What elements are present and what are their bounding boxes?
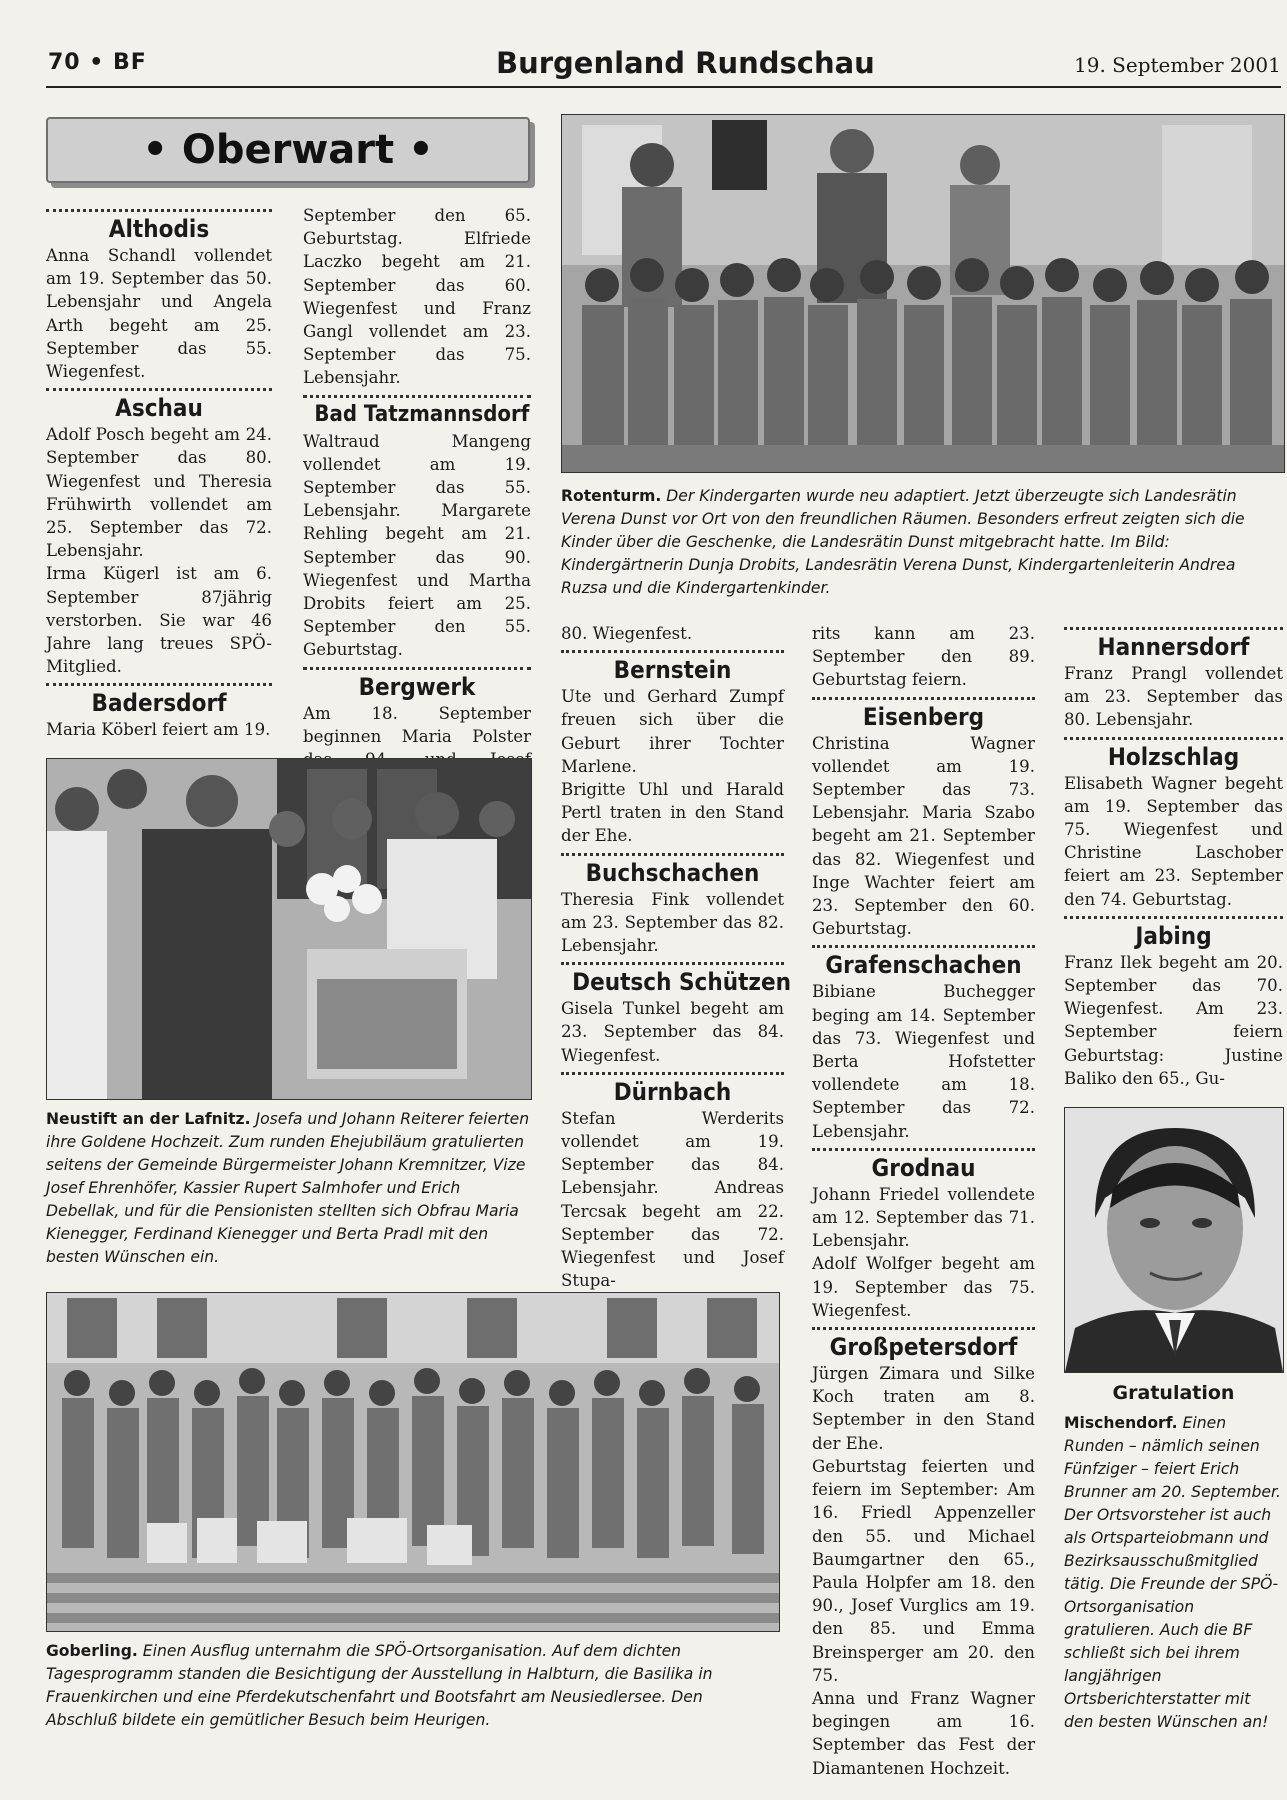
dotted-divider xyxy=(46,209,272,212)
text-grosspetersdorf-diamond: Anna und Franz Wagner begingen am 16. September das Fest der Diamantenen Hochzeit. xyxy=(812,1688,1035,1778)
column-1 xyxy=(46,204,272,742)
caption-mischendorf-place: Mischendorf. xyxy=(1064,1414,1178,1432)
heading-bernstein: Bernstein xyxy=(613,656,732,685)
dotted-divider xyxy=(561,650,784,653)
section-banner xyxy=(46,117,530,183)
heading-buchschachen: Buchschachen xyxy=(585,858,760,887)
caption-neustift-place: Neustift an der Lafnitz. xyxy=(46,1110,251,1128)
photo-neustift-golden-wedding xyxy=(46,758,532,1100)
dotted-divider xyxy=(561,1072,784,1075)
text-hannersdorf: Franz Prangl vollendet am 23. September das 80. Lebensjahr. xyxy=(1064,664,1283,730)
heading-deutsch-schuetzen: Deutsch Schützen xyxy=(572,968,792,997)
header-rule xyxy=(46,86,1281,88)
text-duernbach: Stefan Werderits vollendet am 19. September das 84. Lebensjahr. Andreas Tercsak begeht am 22. September das 72. Wiegenfest und Josef Stupa- xyxy=(561,1108,784,1291)
text-buchschachen: Theresia Fink vollendet am 23. September das 82. Lebensjahr. xyxy=(561,889,784,956)
heading-bergwerk: Bergwerk xyxy=(358,672,476,701)
text-aschau-obituary: Irma Kügerl ist am 6. September 87jährig verstorben. Sie war 46 Jahre lang treues SPÖ-Mitglied. xyxy=(46,564,272,677)
page-number: 70 • BF xyxy=(48,50,147,75)
dotted-divider xyxy=(812,697,1035,700)
photo-portrait-erich-brunner xyxy=(1064,1107,1284,1373)
heading-hannersdorf: Hannersdorf xyxy=(1097,633,1250,661)
text-badersdorf-cont: September den 65. Geburtstag. Elfriede Laczko begeht am 21. September das 60. Wiegenfest und Franz Gangl vollendet am 23. September das 75. Lebensjahr. xyxy=(303,206,531,388)
text-bergwerk-cont: 80. Wiegenfest. xyxy=(561,624,693,643)
text-grosspetersdorf-birthdays: Geburtstag feierten und feiern im September: Am 16. Friedl Appenzeller den 55. und Michael Baumgartner den 65., Paula Holpfer am 18. den 90., Josef Vurglics am 19. den 85. und Emma Breinsperger am 20. den 75. xyxy=(812,1456,1035,1685)
photo-goberling-trip xyxy=(46,1292,780,1632)
text-grodnau-2: Adolf Wolfger begeht am 19. September das 75. Wiegenfest. xyxy=(812,1254,1035,1320)
text-bernstein-birth: Ute und Gerhard Zumpf freuen sich über die Geburt ihrer Tochter Marlene. xyxy=(561,687,784,776)
column-2 xyxy=(303,204,531,794)
photo-portrait-image xyxy=(1065,1108,1283,1372)
text-bergwerk: Am 18. September beginnen Maria Polster xyxy=(303,703,531,746)
dotted-divider xyxy=(1064,627,1283,630)
heading-duernbach: Dürnbach xyxy=(613,1077,732,1106)
text-bad-tatzmannsdorf: Waltraud Mangeng vollendet am 19. September das 55. Lebensjahr. Margarete Rehling begeht am 21. September das 90. Wiegenfest und Martha Drobits feiert am 25. September den 55. Geburtstag. xyxy=(303,431,531,660)
text-grosspetersdorf-wedding: Jürgen Zimara und Silke Koch traten am 8. September in den Stand der Ehe. xyxy=(812,1364,1035,1453)
heading-grosspetersdorf: Großpetersdorf xyxy=(829,1333,1018,1362)
text-althodis: Anna Schandl vollendet am 19. September das 50. Lebensjahr und Angela Arth begeht am 25. September das 55. Wiegenfest. xyxy=(46,246,272,382)
heading-holzschlag: Holzschlag xyxy=(1107,742,1240,771)
caption-goberling xyxy=(46,1640,778,1732)
caption-rotenturm-text: Der Kindergarten wurde neu adaptiert. Jetzt überzeugte sich Landesrätin Verena Dunst vor Ort von den freundlichen Räumen. Besonders erfreut zeigten sich die Kinder über die Geschenke, die Landesrätin Dunst mitgebracht hatte. Im Bild: Kindergärtnerin Dunja Drobits, Landesrätin Verena Dunst, Kindergartenleiterin Andrea Ruzsa und die Kindergartenkinder. xyxy=(561,487,1245,597)
dotted-divider xyxy=(46,388,272,391)
heading-bad-tatzmannsdorf: Bad Tatzmannsdorf xyxy=(314,401,530,427)
text-aschau: Adolf Posch begeht am 24. September das 80. Wiegenfest und Theresia Frühwirth vollendet am 25. September das 72. Lebensjahr. xyxy=(46,425,272,561)
dotted-divider xyxy=(812,945,1035,948)
photo-goberling-image xyxy=(47,1293,779,1631)
photo-rotenturm-kindergarten xyxy=(561,114,1285,473)
heading-grodnau: Grodnau xyxy=(871,1153,976,1182)
issue-date: 19. September 2001 xyxy=(1074,53,1281,77)
heading-jabing: Jabing xyxy=(1135,921,1212,950)
heading-badersdorf: Badersdorf xyxy=(91,689,227,718)
caption-rotenturm-place: Rotenturm. xyxy=(561,487,662,505)
caption-mischendorf xyxy=(1064,1412,1283,1734)
caption-neustift-text: Josefa und Johann Reiterer feierten ihre Goldene Hochzeit. Zum runden Ehejubiläum gratulierten seitens der Gemeinde Bürgermeister Johann Kremnitzer, Vize Josef Ehrenhöfer, Kassier Rupert Salmhofer und Erich Debellak, und für die Pensionisten stellten sich Obfrau Maria Kienegger, Ferdinand Kienegger und Berta Pradl mit den besten Wünschen ein. xyxy=(46,1110,530,1266)
photo-neustift-image xyxy=(47,759,531,1099)
text-jabing: Franz Ilek begeht am 20. September das 70. Wiegenfest. Am 23. September feiern Geburtstag: Justine Baliko den 65., Gu- xyxy=(1064,952,1283,1088)
dotted-divider xyxy=(1064,916,1283,919)
dotted-divider xyxy=(561,853,784,856)
text-bernstein-wedding: Brigitte Uhl und Harald Pertl traten in den Stand der Ehe. xyxy=(561,780,784,846)
column-5 xyxy=(1064,622,1283,1090)
text-grodnau-1: Johann Friedel vollendete am 12. September das 71. Lebensjahr. xyxy=(812,1184,1035,1251)
caption-rotenturm xyxy=(561,485,1283,600)
text-deutsch-schuetzen: Gisela Tunkel begeht am 23. September das 84. Wiegenfest. xyxy=(561,999,784,1065)
caption-goberling-text: Einen Ausflug unternahm die SPÖ-Ortsorganisation. Auf dem dichten Tagesprogramm standen die Besichtigung der Ausstellung in Halbturn, die Basilika in Frauenkirchen und eine Pferdekutschenfahrt und Bootsfahrt am Neusiedlersee. Den Abschluß bildete ein gemütlicher Besuch beim Heurigen. xyxy=(46,1642,713,1729)
text-holzschlag: Elisabeth Wagner begeht am 19. September das 75. Wiegenfest und Christine Laschober feiert am 23. September den 74. Geburtstag. xyxy=(1064,773,1283,909)
dotted-divider xyxy=(812,1148,1035,1151)
column-4 xyxy=(812,622,1035,1780)
dotted-divider xyxy=(1064,737,1283,740)
dotted-divider xyxy=(561,962,784,965)
newspaper-title: Burgenland Rundschau xyxy=(496,46,875,80)
dotted-divider xyxy=(303,395,531,398)
heading-aschau: Aschau xyxy=(115,394,203,423)
heading-eisenberg: Eisenberg xyxy=(862,702,985,731)
caption-neustift xyxy=(46,1108,530,1269)
caption-mischendorf-text: Einen Runden – nämlich seinen Fünfziger – feiert Erich Brunner am 20. September. Der Ortsvorsteher ist auch als Ortsparteiobmann und Bezirksausschußmitglied tätig. Die Freunde der SPÖ-Ortsorganisation gratulieren. Auch die BF schließt sich bei ihrem langjährigen Ortsberichterstatter mit den besten Wünschen an! xyxy=(1064,1414,1281,1731)
text-eisenberg: Christina Wagner vollendet am 19. September das 73. Lebensjahr. Maria Szabo begeht am 21. September das 82. Wiegenfest und Inge Wachter feiert am 23. September den 60. Geburtstag. xyxy=(812,733,1035,939)
dotted-divider xyxy=(303,667,531,670)
dotted-divider xyxy=(812,1327,1035,1330)
section-banner-label: • Oberwart • xyxy=(142,127,434,173)
text-grafenschachen: Bibiane Buchegger beging am 14. September das 73. Wiegenfest und Berta Hofstetter vollendete am 18. September das 72. Lebensjahr. xyxy=(812,982,1035,1141)
text-duernbach-cont: rits kann am 23. September den 89. Geburtstag feiern. xyxy=(812,624,1035,690)
caption-goberling-place: Goberling. xyxy=(46,1642,138,1660)
gratulation-heading: Gratulation xyxy=(1112,1382,1235,1404)
column-3 xyxy=(561,622,792,1292)
text-badersdorf: Maria Köberl feiert am 19. xyxy=(46,720,271,740)
photo-rotenturm-image xyxy=(562,115,1284,472)
heading-althodis: Althodis xyxy=(108,215,210,243)
dotted-divider xyxy=(46,683,272,686)
heading-grafenschachen: Grafenschachen xyxy=(825,951,1022,980)
